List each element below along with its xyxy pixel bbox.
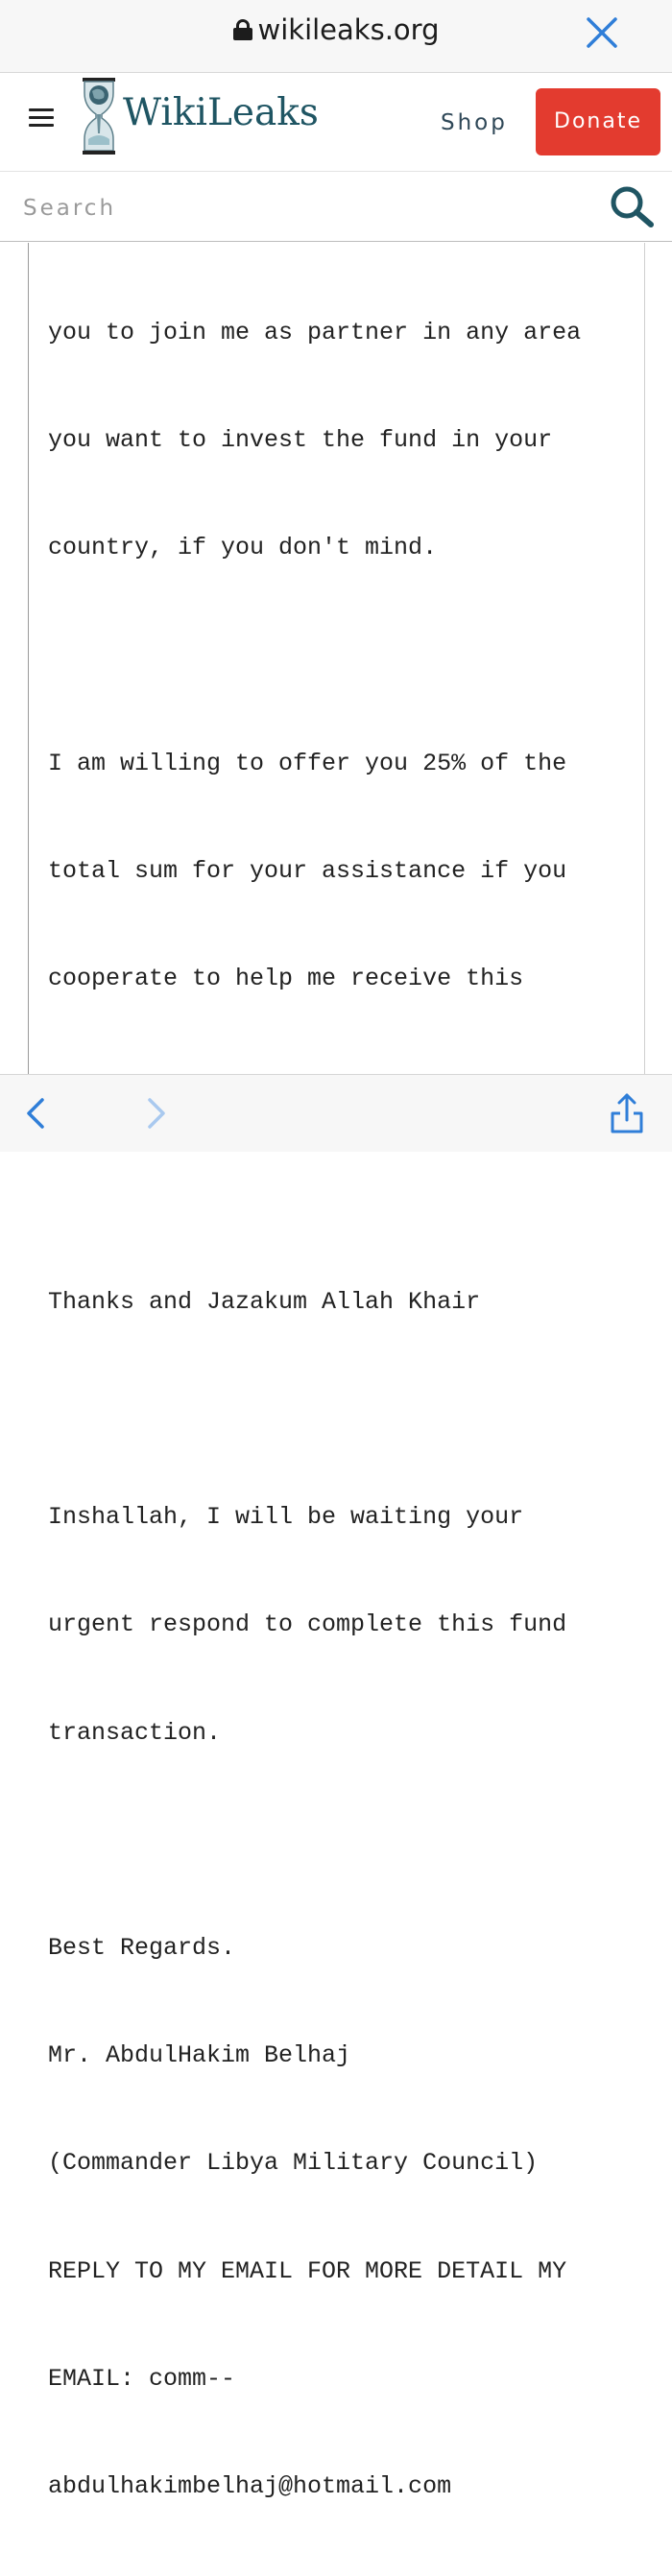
blank-line — [48, 1823, 638, 1858]
url-text: wikileaks.org — [257, 13, 440, 46]
donate-button[interactable]: Donate — [536, 88, 660, 155]
close-icon[interactable] — [585, 15, 619, 50]
forward-arrow-icon[interactable] — [142, 1096, 169, 1131]
email-line: you want to invest the fund in your — [48, 426, 553, 455]
email-line: urgent respond to complete this fund — [48, 1610, 567, 1639]
browser-toolbar — [0, 1074, 672, 1152]
email-line: (Commander Libya Military Council) — [48, 2149, 539, 2178]
email-line: Mr. AbdulHakim Belhaj — [48, 2041, 351, 2070]
email-line: I am willing to offer you 25% of the — [48, 749, 567, 777]
url-display[interactable] — [0, 13, 672, 46]
email-line: Best Regards. — [48, 1934, 236, 1963]
email-line: transaction. — [48, 1718, 222, 1747]
email-line: you to join me as partner in any area — [48, 318, 582, 346]
email-line: Inshallah, I will be waiting your — [48, 1503, 524, 1532]
search-input[interactable] — [23, 191, 561, 226]
brand-name[interactable]: WikiLeaks — [123, 91, 319, 134]
email-line: cooperate to help me receive this — [48, 965, 524, 993]
email-line: REPLY TO MY EMAIL FOR MORE DETAIL MY — [48, 2256, 567, 2285]
shop-link[interactable]: Shop — [441, 110, 508, 135]
menu-icon[interactable] — [29, 108, 54, 128]
blank-line — [48, 1392, 638, 1427]
back-arrow-icon[interactable] — [23, 1096, 50, 1131]
email-line: total sum for your assistance if you — [48, 856, 567, 885]
hourglass-logo-icon[interactable] — [81, 78, 117, 155]
blank-line — [48, 637, 638, 673]
email-line: Thanks and Jazakum Allah Khair — [48, 1287, 481, 1316]
lock-icon — [233, 19, 252, 40]
search-icon[interactable] — [607, 184, 655, 228]
share-icon[interactable] — [609, 1092, 645, 1134]
blank-line — [48, 1177, 638, 1212]
email-document — [28, 243, 645, 2501]
document-viewport[interactable] — [0, 243, 672, 2501]
email-line: EMAIL: comm-- — [48, 2364, 236, 2393]
email-body — [48, 243, 638, 2576]
email-line: abdulhakimbelhaj@hotmail.com — [48, 2472, 452, 2501]
site-header — [0, 74, 672, 172]
email-line: country, if you don't mind. — [48, 534, 438, 562]
browser-url-bar[interactable] — [0, 0, 672, 73]
search-bar — [0, 173, 672, 242]
